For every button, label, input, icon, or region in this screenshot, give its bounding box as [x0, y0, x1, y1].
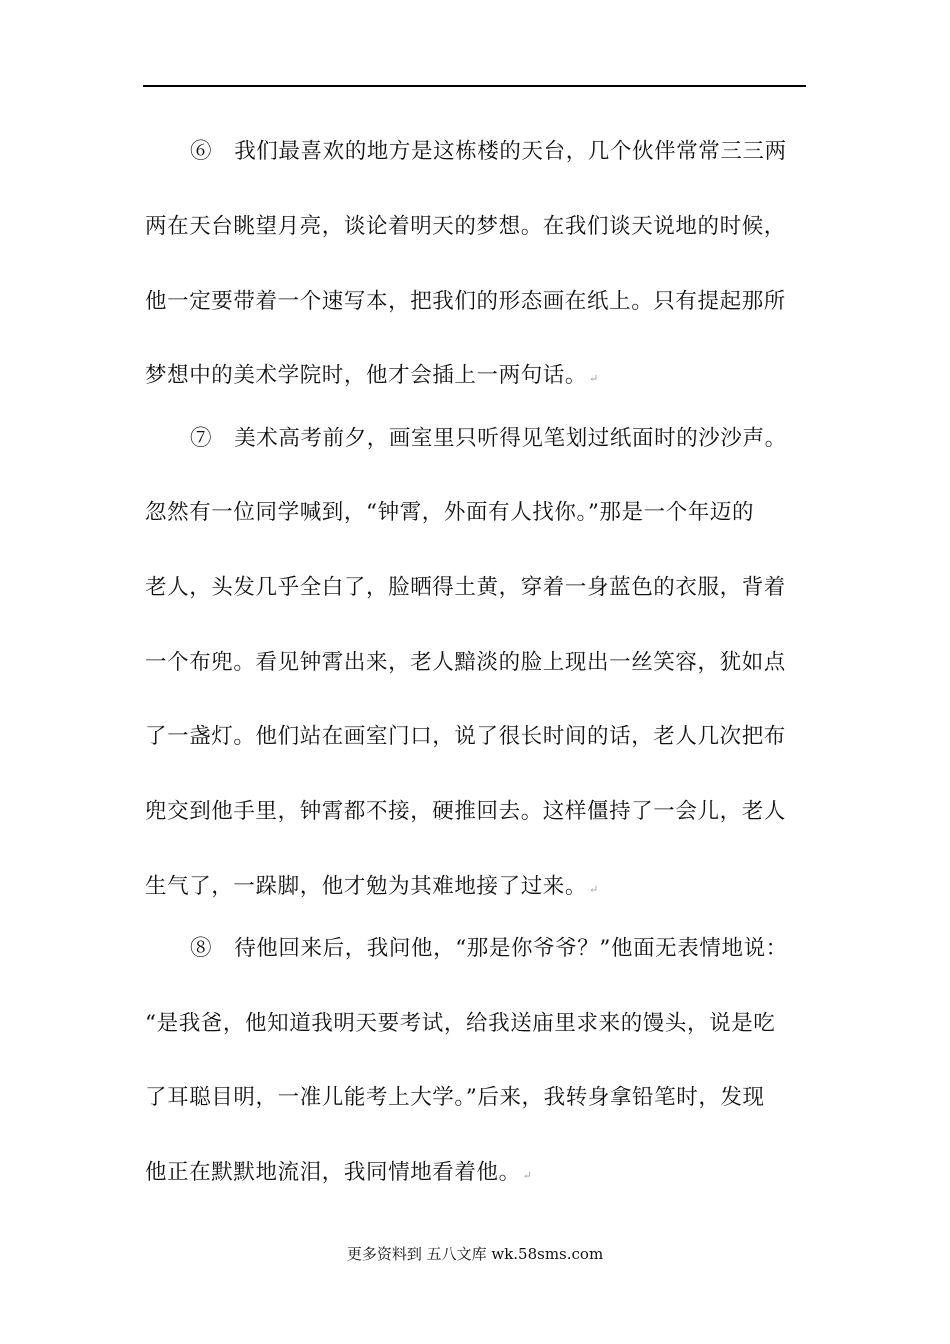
text-line-end — [145, 872, 805, 905]
text-line: 忽然有一位同学喊到，“钟霄，外面有人找你。”那是一个年迈的 — [145, 500, 755, 525]
text-line-end — [145, 1158, 805, 1191]
text-line: 一个布兜。看见钟霄出来，老人黯淡的脸上现出一丝笑容，犹如点 — [145, 650, 786, 675]
text-line: 了耳聪目明，一准儿能考上大学。”后来，我转身拿铅笔时，发现 — [145, 1085, 765, 1110]
text-line: ⑥ 我们最喜欢的地方是这栋楼的天台，几个伙伴常常三三两 — [190, 139, 787, 164]
text-line: “是我爸，他知道我明天要考试，给我送庙里求来的馒头，说是吃 — [145, 1011, 776, 1036]
text-line: 他一定要带着一个速写本，把我们的形态画在纸上。只有提起那所 — [145, 289, 786, 314]
text-line-content: 生气了，一跺脚，他才勉为其难地接了过来。 — [145, 874, 588, 899]
header-rule — [143, 85, 806, 87]
text-line: 老人，头发几乎全白了，脸晒得土黄，穿着一身蓝色的衣服，背着 — [145, 575, 786, 600]
text-line-end — [145, 361, 805, 394]
paragraph-mark: ↵ — [589, 372, 599, 385]
text-line: 兜交到他手里，钟霄都不接，硬推回去。这样僵持了一会儿，老人 — [145, 799, 786, 824]
paragraph-mark: ↵ — [522, 1169, 533, 1182]
paragraph-mark: ↵ — [589, 883, 599, 896]
text-line: 两在天台眺望月亮，谈论着明天的梦想。在我们谈天说地的时候， — [145, 214, 786, 239]
text-line: 了一盏灯。他们站在画室门口，说了很长时间的话，老人几次把布 — [145, 724, 786, 749]
text-line: ⑧ 待他回来后，我问他，“那是你爷爷？”他面无表情地说： — [190, 936, 788, 961]
footer-link[interactable]: 更多资料到 五八文库 wk.58sms.com — [346, 1245, 604, 1263]
text-line-content: 他正在默默地流泪，我同情地看着他。 — [145, 1160, 521, 1185]
text-line-content: 梦想中的美术学院时，他才会插上一两句话。 — [145, 363, 588, 388]
text-line: ⑦ 美术高考前夕，画室里只听得见笔划过纸面时的沙沙声。 — [190, 426, 787, 451]
